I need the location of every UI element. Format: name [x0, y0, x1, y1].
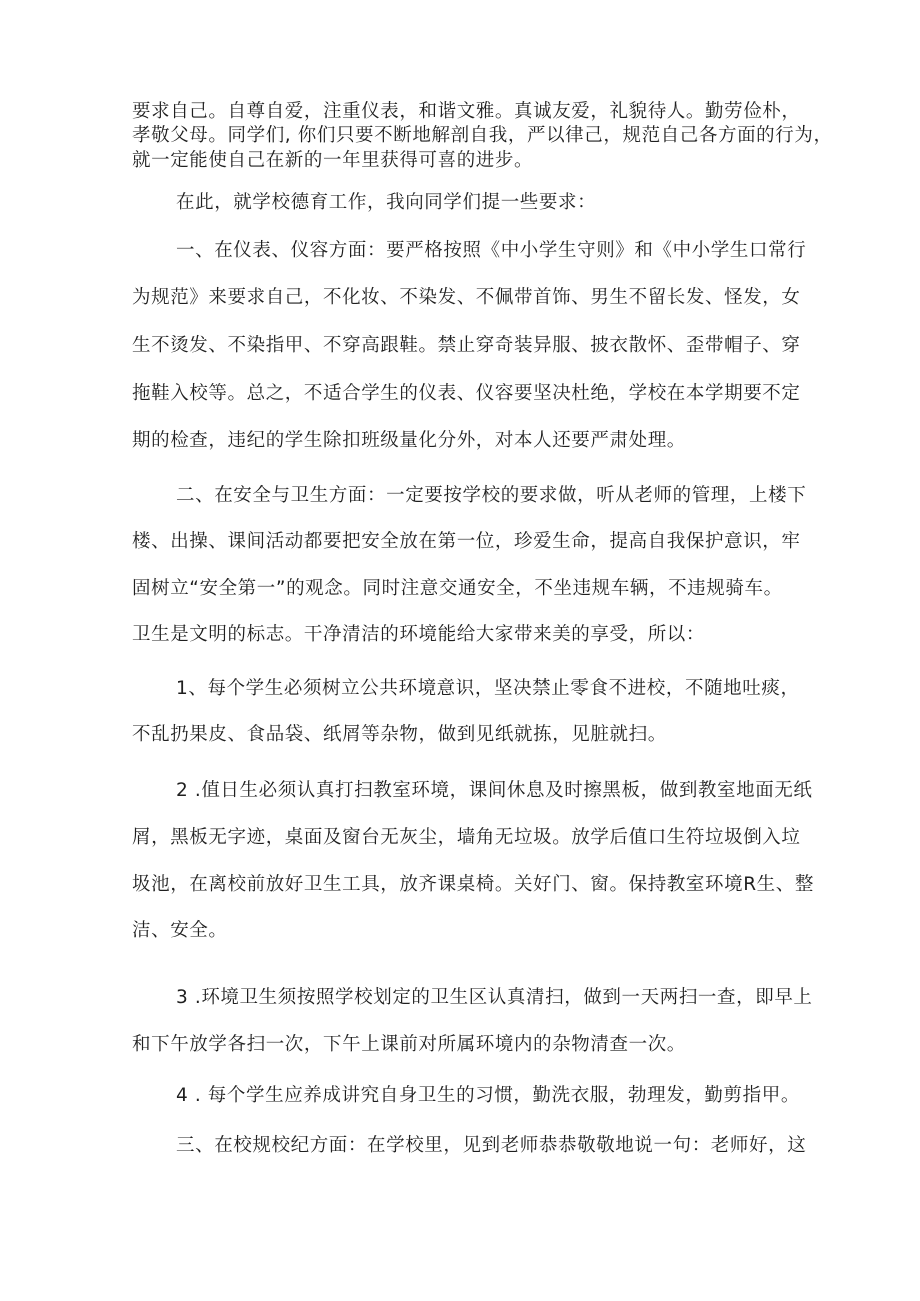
- paragraph-line: 三、在校规校纪方面：在学校里，见到老师恭恭敬敬地说一句：老师好，这: [176, 1135, 807, 1156]
- paragraph-line: 就一定能使自己在新的一年里获得可喜的进步。: [132, 150, 534, 171]
- paragraph-line: 和下午放学各扫一次，下午上课前对所属环境内的杂物清查一次。: [132, 1034, 686, 1055]
- paragraph-line: 2 .值日生必须认真打扫教室环境，课间休息及时擦黑板，做到教室地面无纸: [176, 780, 813, 801]
- paragraph-line: 固树立“安全第一”的观念。同时注意交通安全，不坐违规车辆，不违规骑车。: [132, 578, 783, 599]
- paragraph-line: 孝敬父母。同学们, 你们只要不断地解剖自我，严以律己，规范自己各方面的行为，: [132, 125, 833, 146]
- paragraph-line: 二、在安全与卫生方面：一定要按学校的要求做，听从老师的管理，上楼下: [176, 485, 807, 506]
- paragraph-line: 3 .环境卫生须按照学校划定的卫生区认真清扫，做到一天两扫一查，即早上: [176, 987, 813, 1008]
- paragraph-line: 生不烫发、不染指甲、不穿高跟鞋。禁止穿奇装异服、披衣散怀、歪带帽子、穿: [132, 335, 801, 356]
- paragraph-line: 一、在仪表、仪容方面：要严格按照《中小学生守则》和《中小学生口常行: [176, 240, 807, 261]
- paragraph-line: 期的检查，违纪的学生除扣班级量化分外，对本人还要严肃处理。: [132, 430, 686, 451]
- paragraph-line: 屑，黑板无字迹，桌面及窗台无灰尘，墙角无垃圾。放学后值口生符垃圾倒入垃: [132, 827, 801, 848]
- paragraph-line: 圾池，在离校前放好卫生工具，放齐课桌椅。关好门、窗。保持教室环境R生、整: [132, 874, 814, 895]
- paragraph-line: 楼、出操、课间活动都要把安全放在第一位，珍爱生命，提高自我保护意识，牢: [132, 531, 801, 552]
- paragraph-line: 不乱扔果皮、食品袋、纸屑等杂物，做到见纸就拣，见脏就扫。: [132, 724, 667, 745]
- paragraph-line: 1、每个学生必须树立公共环境意识，坚决禁止零食不进校，不随地吐痰，: [176, 678, 800, 699]
- paragraph-line: 在此，就学校德育工作，我向同学们提一些要求：: [176, 192, 597, 213]
- paragraph-line: 4 . 每个学生应养成讲究自身卫生的习惯，勤洗衣服，勃理发，勤剪指甲。: [176, 1085, 800, 1106]
- paragraph-line: 卫生是文明的标志。干净清洁的环境能给大家带来美的享受，所以：: [132, 624, 706, 645]
- paragraph-line: 要求自己。自尊自爱，注重仪表，和谐文雅。真诚友爱，礼貌待人。勤劳俭朴，: [132, 101, 801, 122]
- paragraph-line: 拖鞋入校等。总之，不适合学生的仪表、仪容要坚决杜绝，学校在本学期要不定: [132, 383, 801, 404]
- paragraph-line: 洁、安全。: [132, 920, 228, 941]
- paragraph-line: 为规范》来要求自己，不化妆、不染发、不佩带首饰、男生不留长发、怪发，女: [132, 287, 801, 308]
